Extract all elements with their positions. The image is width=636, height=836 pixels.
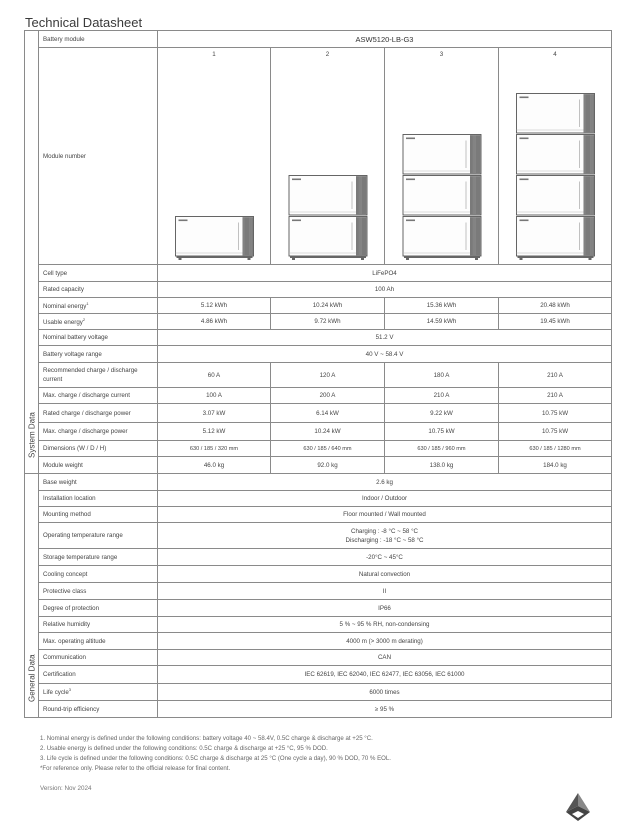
installation-value: Indoor / Outdoor <box>158 491 612 507</box>
rec-current-value: 210 A <box>499 363 612 388</box>
max-current-label: Max. charge / discharge current <box>39 388 158 404</box>
module-count: 2 <box>325 51 330 58</box>
base-weight-label: Base weight <box>39 474 158 491</box>
battery-stack-image <box>158 48 271 262</box>
footnote-ref: 1 <box>86 300 89 306</box>
dimensions-value: 630 / 185 / 1280 mm <box>499 441 612 457</box>
module-logo <box>292 179 301 181</box>
life-cycle-value: 6000 times <box>158 684 612 701</box>
life-cycle-text: Life cycle <box>43 689 69 697</box>
stack-foot <box>361 258 364 260</box>
stack-foot <box>292 258 295 260</box>
communication-label: Communication <box>39 650 158 666</box>
module-weight-label: Module weight <box>39 457 158 474</box>
footnote-2: 2. Usable energy is defined under the following conditions: 0.5C charge & discharge at +25 °C, 95 % DOD. <box>40 745 328 752</box>
footnote-reference: *For reference only. Please refer to the official release for final content. <box>40 765 231 772</box>
max-current-value: 200 A <box>271 388 385 404</box>
voltage-range-value: 40 V ~ 58.4 V <box>158 346 612 363</box>
battery-module-label: Battery module <box>39 31 158 48</box>
base-weight-value: 2.6 kg <box>158 474 612 491</box>
rated-capacity-value: 100 Ah <box>158 282 612 298</box>
battery-stack-image <box>385 48 499 262</box>
module-body <box>517 217 595 257</box>
section-system-data <box>25 31 39 474</box>
battery-module <box>403 135 481 175</box>
nominal-energy-value: 5.12 kWh <box>158 298 271 314</box>
nominal-energy-value: 15.36 kWh <box>385 298 499 314</box>
version-text: Version: Nov 2024 <box>40 785 92 792</box>
stack-foot <box>406 258 409 260</box>
life-cycle-label <box>39 684 158 701</box>
op-temp-label: Operating temperature range <box>39 523 158 549</box>
battery-module <box>517 135 595 175</box>
battery-stack-image <box>499 48 612 262</box>
usable-energy-text: Usable energy <box>43 319 83 327</box>
battery-module <box>403 176 481 216</box>
stack-base <box>518 256 594 258</box>
cell-type-label: Cell type <box>39 265 158 282</box>
max-current-value: 100 A <box>158 388 271 404</box>
stack-base <box>290 256 366 258</box>
max-current-value: 210 A <box>499 388 612 404</box>
module-logo <box>406 179 415 181</box>
module-weight-value: 184.0 kg <box>499 457 612 474</box>
battery-module <box>289 176 367 216</box>
module-count: 1 <box>212 51 216 58</box>
module-logo <box>520 220 529 222</box>
storage-temp-label: Storage temperature range <box>39 549 158 566</box>
module-logo <box>520 97 529 99</box>
cooling-label: Cooling concept <box>39 566 158 583</box>
nominal-energy-value: 10.24 kWh <box>271 298 385 314</box>
rated-power-value: 3.07 kW <box>158 404 271 423</box>
module-body <box>517 94 595 134</box>
protective-class-label: Protective class <box>39 583 158 600</box>
module-stack-2 <box>271 48 385 265</box>
section-system-label: System Data <box>27 412 36 458</box>
module-body <box>517 135 595 175</box>
rated-power-value: 10.75 kW <box>499 404 612 423</box>
module-body <box>403 135 481 175</box>
dimensions-label: Dimensions (W / D / H) <box>39 441 158 457</box>
rated-power-value: 6.14 kW <box>271 404 385 423</box>
module-stack-3 <box>385 48 499 265</box>
module-logo <box>179 220 188 222</box>
battery-stack-image <box>271 48 385 262</box>
communication-value: CAN <box>158 650 612 666</box>
op-temp-charging: Charging : -8 °C ~ 58 °C <box>350 527 419 535</box>
module-body <box>289 217 367 257</box>
certification-value: IEC 62619, IEC 62040, IEC 62477, IEC 63056, IEC 61000 <box>158 666 612 684</box>
stack-foot <box>475 258 478 260</box>
footnotes <box>40 734 391 774</box>
nominal-energy-value: 20.48 kWh <box>499 298 612 314</box>
nominal-voltage-value: 51.2 V <box>158 330 612 346</box>
rated-power-label: Rated charge / discharge power <box>39 404 158 423</box>
certification-label: Certification <box>39 666 158 684</box>
rec-current-value: 120 A <box>271 363 385 388</box>
module-body <box>289 176 367 216</box>
max-current-value: 210 A <box>385 388 499 404</box>
module-logo <box>292 220 301 222</box>
module-stack-1 <box>158 48 271 265</box>
dimensions-value: 630 / 185 / 640 mm <box>271 441 385 457</box>
module-weight-value: 92.0 kg <box>271 457 385 474</box>
nominal-energy-label <box>39 298 158 314</box>
efficiency-value: ≥ 95 % <box>158 701 612 718</box>
rec-current-value: 60 A <box>158 363 271 388</box>
module-body <box>403 176 481 216</box>
module-logo <box>520 179 529 181</box>
battery-module <box>289 217 367 257</box>
battery-module <box>517 217 595 257</box>
rec-current-label: Recommended charge / discharge current <box>39 363 158 388</box>
op-temp-value <box>158 523 612 549</box>
voltage-range-label: Battery voltage range <box>39 346 158 363</box>
battery-module <box>176 217 254 257</box>
stack-foot <box>589 258 592 260</box>
usable-energy-label <box>39 314 158 330</box>
humidity-label: Relative humidity <box>39 617 158 633</box>
module-body <box>403 217 481 257</box>
mounting-value: Floor mounted / Wall mounted <box>158 507 612 523</box>
module-logo <box>520 138 529 140</box>
stack-foot <box>520 258 523 260</box>
usable-energy-value: 4.86 kWh <box>158 314 271 330</box>
module-logo <box>406 220 415 222</box>
footnote-1: 1. Nominal energy is defined under the following conditions: battery voltage 40 ~ 58.4V, 0.5C charge & discharge at +25 °C. <box>40 735 373 742</box>
dimensions-value: 630 / 185 / 320 mm <box>158 441 271 457</box>
module-logo <box>406 138 415 140</box>
battery-module <box>517 94 595 134</box>
brand-logo-icon <box>563 792 593 822</box>
module-weight-value: 138.0 kg <box>385 457 499 474</box>
mounting-label: Mounting method <box>39 507 158 523</box>
stack-foot <box>179 258 182 260</box>
module-count: 3 <box>439 51 444 58</box>
cooling-value: Natural convection <box>158 566 612 583</box>
max-power-value: 10.24 kW <box>271 423 385 441</box>
module-body <box>176 217 254 257</box>
protective-class-value: II <box>158 583 612 600</box>
altitude-label: Max. operating altitude <box>39 633 158 650</box>
battery-module-value: ASW5120-LB-G3 <box>158 31 612 48</box>
humidity-value: 5 % ~ 95 % RH, non-condensing <box>158 617 612 633</box>
dimensions-value: 630 / 185 / 960 mm <box>385 441 499 457</box>
module-number-label: Module number <box>39 48 158 265</box>
module-stack-4 <box>499 48 612 265</box>
usable-energy-value: 14.59 kWh <box>385 314 499 330</box>
module-weight-value: 46.0 kg <box>158 457 271 474</box>
rated-capacity-label: Rated capacity <box>39 282 158 298</box>
rated-power-value: 9.22 kW <box>385 404 499 423</box>
footnote-3: 3. Life cycle is defined under the following conditions: 0.5C charge & discharge at 25 °C (One cycle a day), 90 % DOD, 70 % EOL. <box>40 755 391 762</box>
efficiency-label: Round-trip efficiency <box>39 701 158 718</box>
cell-type-value: LiFePO4 <box>158 265 612 282</box>
battery-module <box>403 217 481 257</box>
footnote-ref: 2 <box>82 316 86 322</box>
page-title: Technical Datasheet <box>25 15 143 30</box>
section-general-data <box>25 474 39 718</box>
protection-degree-value: IP66 <box>158 600 612 617</box>
protection-degree-label: Degree of protection <box>39 600 158 617</box>
max-power-value: 10.75 kW <box>385 423 499 441</box>
footnote-ref: 3 <box>68 687 72 693</box>
datasheet-table <box>24 30 612 718</box>
section-general-label: General Data <box>27 654 36 702</box>
max-power-label: Max. charge / discharge power <box>39 423 158 441</box>
stack-base <box>404 256 480 258</box>
max-power-value: 5.12 kW <box>158 423 271 441</box>
storage-temp-value: -20°C ~ 45°C <box>158 549 612 566</box>
rec-current-value: 180 A <box>385 363 499 388</box>
installation-label: Installation location <box>39 491 158 507</box>
stack-base <box>177 256 253 258</box>
usable-energy-value: 19.45 kWh <box>499 314 612 330</box>
max-power-value: 10.75 kW <box>499 423 612 441</box>
usable-energy-value: 9.72 kWh <box>271 314 385 330</box>
nominal-voltage-label: Nominal battery voltage <box>39 330 158 346</box>
altitude-value: 4000 m (> 3000 m derating) <box>158 633 612 650</box>
module-count: 4 <box>553 51 557 58</box>
nominal-energy-text: Nominal energy <box>43 303 87 311</box>
stack-foot <box>248 258 251 260</box>
battery-module <box>517 176 595 216</box>
module-body <box>517 176 595 216</box>
op-temp-discharging: Discharging : -18 °C ~ 58 °C <box>345 536 424 544</box>
